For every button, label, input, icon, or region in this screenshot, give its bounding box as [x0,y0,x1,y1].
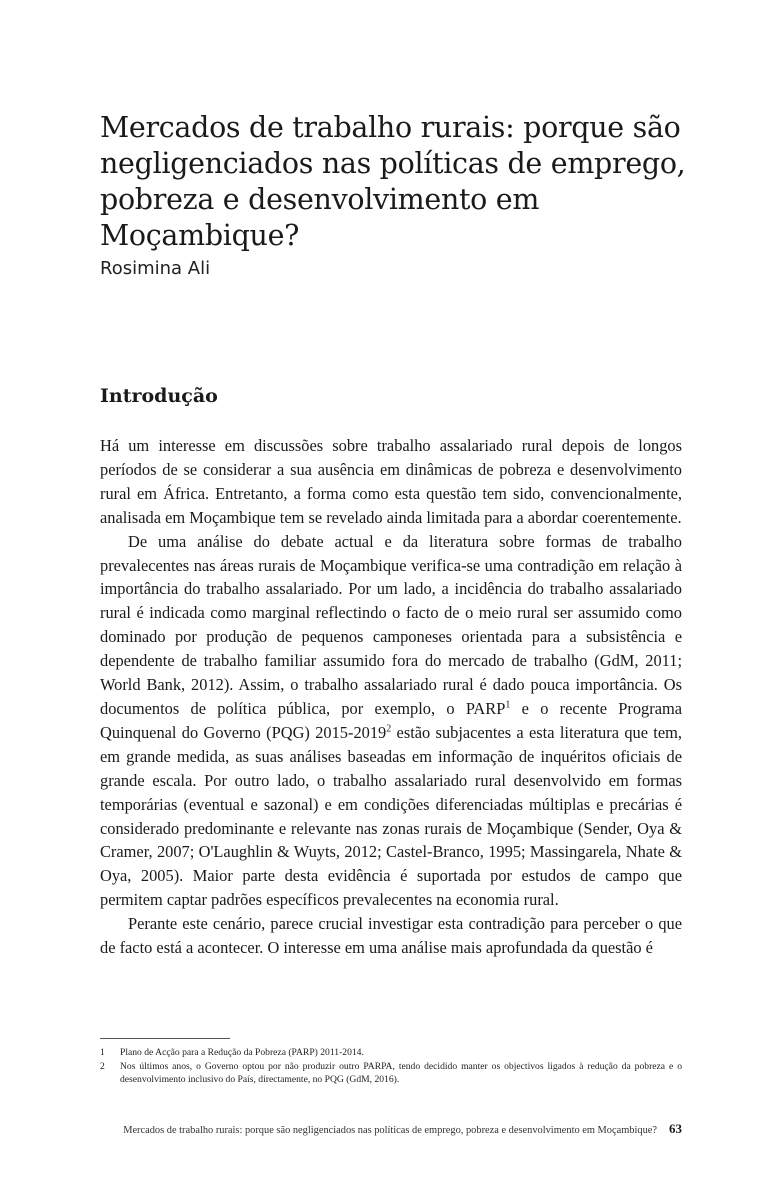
paragraph-2-part-c: estão subjacentes a esta literatura que tem, em grande medida, as suas análises baseadas em informação de inquéritos oficiais de grande escala. Por outro lado, o trabalho assalariado rural desenvolvido em formas temporárias (eventual e sazonal) e em condições diferenciadas múltiplas e precárias é considerado predominante e relevante nas zonas rurais de Moçambique (Sender, Oya & Cramer, 2007; O'Laughlin & Wuyts, 2012; Castel-Branco, 1995; Massingarela, Nhate & Oya, 2005). Maior parte desta evidência é suportada por estudos de campo que permitem captar padrões específicos prevalecentes na economia rural. [100,722,682,910]
page-number: 63 [669,1121,682,1136]
paragraph-2-part-b: e o recente Programa Quinquenal do Governo (PQG) 2015-2019 [100,698,683,742]
paragraph-3: Perante este cenário, parece crucial investigar esta contradição para perceber o que de facto está a acontecer. O interesse em uma análise mais aprofundada da questão é [100,914,682,958]
footnote-number: 2 [100,1061,105,1072]
running-footer [100,1121,682,1137]
paragraph-2 [100,530,682,913]
footnotes [100,1046,682,1087]
footnote-ref-1[interactable]: 1 [505,699,511,711]
section-heading: Introdução [100,385,218,407]
paragraph-2-part-a: De uma análise do debate actual e da literatura sobre formas de trabalho prevalecentes nas áreas rurais de Moçambique verifica-se uma contradição em relação à importância do trabalho assalariado. Por um lado, a incidência do trabalho assalariado rural é indicada como marginal reflectindo o facto de o meio rural ser assumido como dominado por produção de pequenos camponeses orientada para a subsistência e dependente de trabalho familiar assumido fora do mercado de trabalho (GdM, 2011; World Bank, 2012). Assim, o trabalho assalariado rural é dado pouca importância. Os documentos de política pública, por exemplo, o PARP [100,531,682,718]
body-text [100,434,682,960]
article-title: Mercados de trabalho rurais: porque são negligenciados nas políticas de emprego, pobreza e desenvolvimento em Moçambique? [100,111,686,252]
footnote-1 [100,1046,682,1059]
author-name: Rosimina Ali [100,258,211,279]
paragraph-1: Há um interesse em discussões sobre trabalho assalariado rural depois de longos períodos de se considerar a sua ausência em dinâmicas de pobreza e desenvolvimento rural em África. Entretanto, a forma como esta questão tem sido, convencionalmente, analisada em Moçambique tem se revelado ainda limitada para a abordar coerentemente. [100,436,682,527]
footnote-text: Plano de Acção para a Redução da Pobreza (PARP) 2011-2014. [120,1047,364,1058]
footnote-number: 1 [100,1047,105,1058]
footnote-ref-2[interactable]: 2 [386,723,392,735]
footnote-text: Nos últimos anos, o Governo optou por não produzir outro PARPA, tendo decidido manter os objectivos ligados à redução da pobreza e o desenvolvimento inclusivo do País, directamente, no PQG (GdM, 2016). [120,1061,682,1085]
running-title: Mercados de trabalho rurais: porque são negligenciados nas políticas de emprego, pobreza e desenvolvimento em Moçambique? [123,1125,657,1136]
footnote-divider [100,1038,230,1039]
footnote-2 [100,1060,682,1086]
